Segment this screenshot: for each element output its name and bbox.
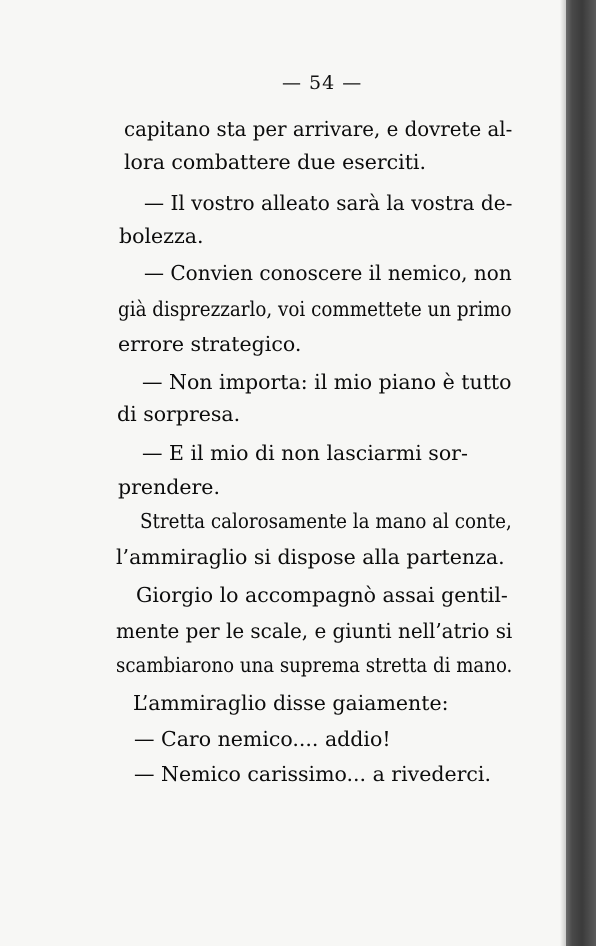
text-line-3: — Il vostro alleato sarà la vostra de- [144,191,513,215]
page-number: — 54 — [282,72,363,94]
text-line-10: — E il mio di non lasciarmi sor- [142,441,468,465]
text-line-19: — Nemico carissimo... a rivederci. [134,762,491,786]
text-line-6: già disprezzarlo, voi commettete un primo [118,297,512,321]
text-line-13: l’ammiraglio si dispose alla partenza. [116,545,505,569]
text-line-18: — Caro nemico.... addio! [134,727,391,751]
text-line-8: — Non importa: il mio piano è tutto [142,370,512,394]
text-line-15: mente per le scale, e giunti nell’atrio si [116,619,513,643]
text-line-9: di sorpresa. [117,402,241,426]
text-line-4: bolezza. [119,224,204,248]
text-line-12: Stretta calorosamente la mano al conte, [140,509,512,533]
text-line-5: — Convien conoscere il nemico, non [144,261,512,285]
book-binding-edge [566,0,596,946]
text-line-2: lora combattere due eserciti. [124,150,427,174]
text-line-17: L’ammiraglio disse gaiamente: [133,691,449,715]
text-line-7: errore strategico. [118,332,302,356]
text-line-11: prendere. [118,475,220,499]
text-line-14: Giorgio lo accompagnò assai gentil- [136,583,508,607]
text-line-16: scambiarono una suprema stretta di mano. [116,653,513,677]
text-line-1: capitano sta per arrivare, e dovrete al- [124,117,513,141]
